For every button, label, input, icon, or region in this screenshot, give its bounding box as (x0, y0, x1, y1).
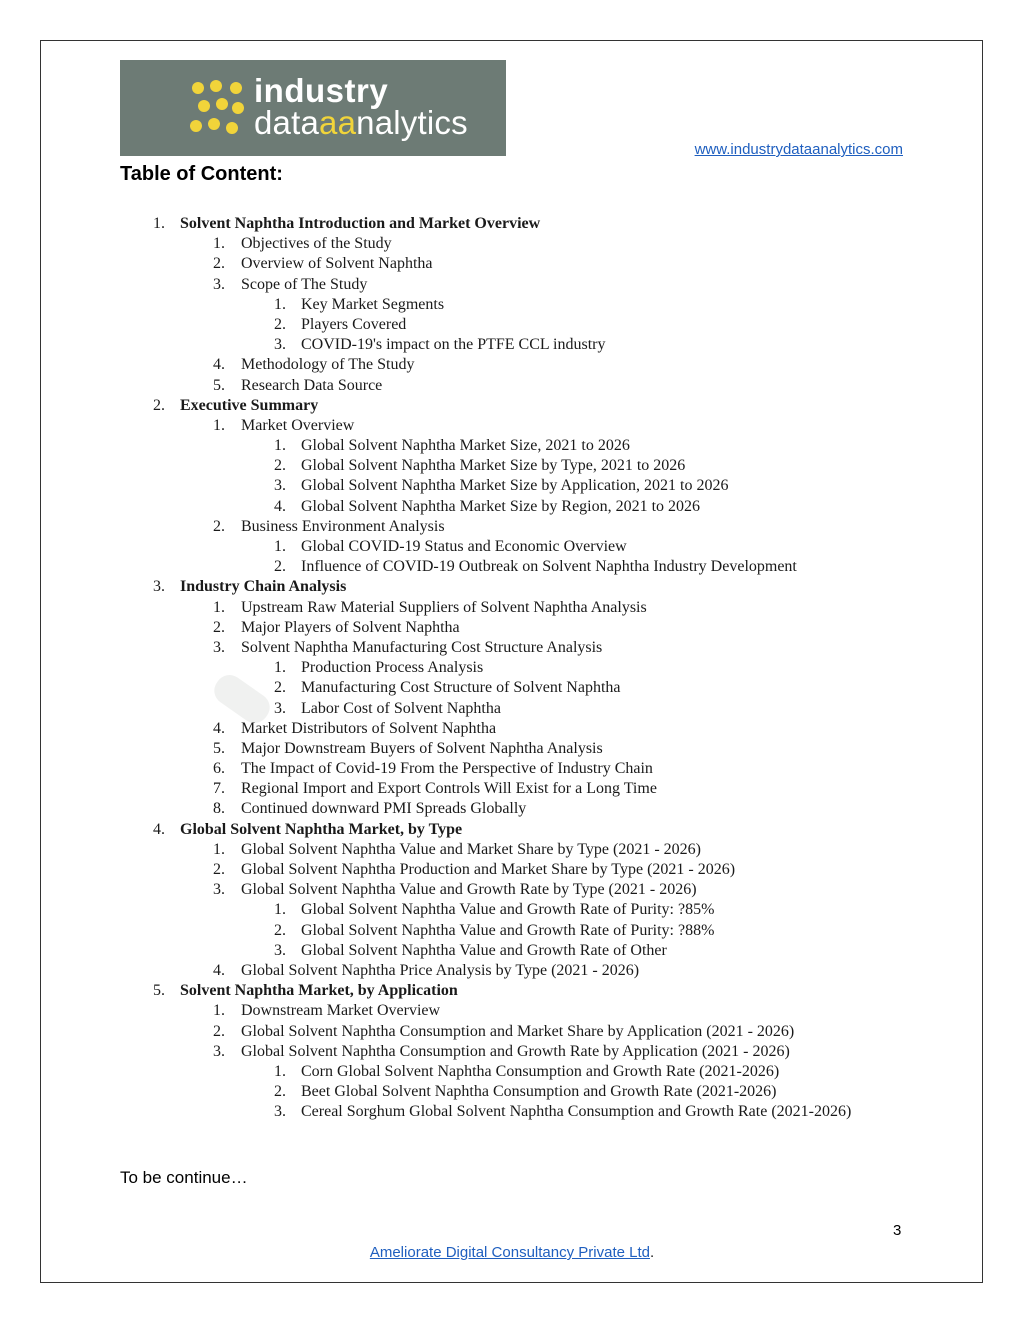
toc-item-number: 3. (274, 699, 286, 717)
toc-item-number: 6. (213, 760, 225, 778)
toc-item-number: 4. (274, 497, 286, 515)
toc-item-level3 (0, 557, 1024, 577)
toc-item-number: 2. (274, 457, 286, 475)
toc-item-text: Market Overview (241, 416, 355, 434)
toc-item-text: Regional Import and Export Controls Will Exist for a Long Time (241, 780, 657, 798)
toc-item-text: Solvent Naphtha Manufacturing Cost Structure Analysis (241, 638, 603, 656)
toc-item-text: Key Market Segments (301, 295, 445, 313)
toc-item-number: 5. (213, 739, 225, 757)
toc-item-text: Influence of COVID-19 Outbreak on Solvent Naphtha Industry Development (301, 558, 797, 576)
toc-item-level3 (0, 295, 1024, 315)
toc-item-text: Global COVID-19 Status and Economic Overview (301, 538, 627, 555)
logo-brand-line2: dataaanalytics (254, 104, 468, 141)
toc-item-text: Beet Global Solvent Naphtha Consumption and Growth Rate (2021-2026) (301, 1083, 777, 1101)
toc-item-text: COVID-19's impact on the PTFE CCL industry (301, 336, 606, 354)
toc-item-level2 (0, 739, 1024, 759)
toc-item-number: 3. (274, 1103, 286, 1121)
toc-item-text: Major Downstream Buyers of Solvent Naphtha Analysis (241, 739, 603, 757)
toc-item-number: 1. (274, 295, 286, 313)
toc-item-level3 (0, 900, 1024, 920)
toc-item-level2 (0, 779, 1024, 799)
footer-suffix: . (649, 1244, 655, 1261)
toc-item-level2 (0, 618, 1024, 638)
toc-item-level1 (0, 214, 1024, 234)
toc-item-number: 3. (274, 336, 286, 354)
toc-item-text: Global Solvent Naphtha Market Size by Type, 2021 to 2026 (301, 457, 686, 475)
toc-item-number: 1. (274, 437, 286, 455)
toc-item-level3 (0, 315, 1024, 335)
toc-item-number: 4. (213, 961, 225, 979)
toc-item-text: Cereal Sorghum Global Solvent Naphtha Consumption and Growth Rate (2021-2026) (301, 1103, 852, 1121)
toc-item-number: 5. (213, 376, 225, 394)
toc-item-level2 (0, 234, 1024, 254)
toc-item-level2 (0, 860, 1024, 880)
toc-item-number: 3. (153, 578, 165, 596)
toc-item-level2 (0, 638, 1024, 658)
toc-item-number: 4. (213, 356, 225, 374)
toc-item-number: 3. (274, 477, 286, 495)
toc-item-level2 (0, 355, 1024, 375)
toc-item-text: Global Solvent Naphtha Consumption and Growth Rate by Application (2021 - 2026) (241, 1042, 790, 1060)
toc-item-level1 (0, 981, 1024, 1001)
toc-item-number: 2. (274, 679, 286, 697)
toc-item-level3 (0, 1102, 1024, 1142)
toc-item-text: Market Distributors of Solvent Naphtha (241, 719, 497, 737)
toc-item-number: 7. (213, 780, 225, 798)
toc-item-number: 1. (213, 598, 225, 616)
toc-item-number: 1. (213, 1002, 225, 1020)
toc-item-number: 1. (213, 416, 225, 434)
toc-item-level2 (0, 1042, 1024, 1062)
toc-item-number: 1. (274, 538, 286, 555)
toc-item-level3 (0, 658, 1024, 678)
toc-item-number: 3. (274, 941, 286, 959)
toc-item-level2 (0, 598, 1024, 618)
toc-item-text: Global Solvent Naphtha Value and Growth Rate of Purity: ?88% (301, 921, 715, 939)
toc-item-level2 (0, 416, 1024, 436)
toc-item-level1 (0, 820, 1024, 840)
toc-item-level2 (0, 759, 1024, 779)
toc-item-level3 (0, 921, 1024, 941)
toc-item-number: 8. (213, 800, 225, 818)
toc-item-level2 (0, 376, 1024, 396)
toc-title: Table of Content: (120, 163, 283, 185)
toc-item-text: Downstream Market Overview (241, 1002, 441, 1020)
toc-item-level3 (0, 436, 1024, 456)
toc-item-number: 2. (274, 315, 286, 333)
toc-item-text: Labor Cost of Solvent Naphtha (301, 699, 501, 717)
toc-item-number: 2. (213, 255, 225, 273)
toc-item-number: 1. (274, 901, 286, 919)
toc-item-text: Major Players of Solvent Naphtha (241, 618, 460, 636)
toc-item-number: 5. (153, 982, 165, 1000)
toc-item-level3 (0, 537, 1024, 557)
footer-company-link[interactable]: Ameliorate Digital Consultancy Private Ltd (369, 1244, 650, 1261)
toc-item-text: Global Solvent Naphtha Value and Growth Rate by Type (2021 - 2026) (241, 881, 697, 899)
toc-item-text: Global Solvent Naphtha Market Size, 2021 to 2026 (301, 437, 630, 455)
toc-item-text: Upstream Raw Material Suppliers of Solvent Naphtha Analysis (241, 598, 647, 616)
toc-item-number: 2. (213, 618, 225, 636)
toc-item-text: Global Solvent Naphtha Value and Growth Rate of Other (301, 941, 667, 959)
toc-item-number: 1. (213, 840, 225, 858)
toc-item-text: Global Solvent Naphtha Value and Growth Rate of Purity: ?85% (301, 901, 715, 919)
toc-item-number: 2. (274, 921, 286, 939)
toc-item-number: 2. (213, 517, 225, 535)
toc-item-level2 (0, 275, 1024, 295)
toc-item-text: Solvent Naphtha Introduction and Market Overview (180, 215, 541, 232)
toc-item-level2 (0, 880, 1024, 900)
toc-item-level2 (0, 799, 1024, 819)
toc-item-level3 (0, 456, 1024, 476)
toc-item-number: 2. (213, 861, 225, 878)
toc-item-text: Global Solvent Naphtha Value and Market Share by Type (2021 - 2026) (241, 840, 701, 858)
toc-item-level2 (0, 1001, 1024, 1021)
toc-item-level1 (0, 396, 1024, 416)
toc-item-text: Scope of The Study (241, 275, 368, 293)
logo-brand-line1: industry (254, 72, 389, 109)
toc-item-text: Global Solvent Naphtha Market Size by Application, 2021 to 2026 (301, 477, 729, 495)
toc-item-text: Continued downward PMI Spreads Globally (241, 800, 527, 818)
toc-item-text: Research Data Source (241, 376, 383, 394)
toc-item-text: Industry Chain Analysis (180, 578, 347, 596)
footer (0, 1244, 1024, 1261)
toc-item-text: Global Solvent Naphtha Market, by Type (180, 820, 463, 838)
toc-item-level2 (0, 840, 1024, 860)
toc-item-level1 (0, 577, 1024, 597)
page-number: 3 (893, 1222, 902, 1239)
toc-item-level2 (0, 719, 1024, 739)
toc-item-text: Solvent Naphtha Market, by Application (180, 982, 458, 1000)
toc-item-level3 (0, 678, 1024, 698)
toc-item-text: Corn Global Solvent Naphtha Consumption and Growth Rate (2021-2026) (301, 1062, 780, 1080)
toc-item-number: 2. (213, 1022, 225, 1040)
toc-item-level2 (0, 254, 1024, 274)
toc-item-text: The Impact of Covid-19 From the Perspective of Industry Chain (241, 760, 653, 778)
toc-item-level3 (0, 1062, 1024, 1082)
toc-item-level3 (0, 1082, 1024, 1102)
toc-item-text: Global Solvent Naphtha Consumption and Market Share by Application (2021 - 2026) (241, 1022, 795, 1040)
toc-item-number: 1. (153, 215, 165, 232)
toc-item-text: Objectives of the Study (241, 235, 392, 253)
toc-item-number: 4. (213, 719, 225, 737)
toc-item-number: 4. (153, 820, 165, 838)
toc-item-level3 (0, 335, 1024, 355)
toc-item-number: 2. (274, 558, 286, 576)
toc-item-number: 1. (274, 659, 286, 677)
toc-item-text: Players Covered (301, 315, 407, 333)
toc-item-text: Production Process Analysis (301, 659, 484, 677)
toc-item-text: Methodology of The Study (241, 356, 415, 374)
toc-item-number: 2. (274, 1083, 286, 1101)
toc-item-number: 1. (213, 235, 225, 253)
toc-item-level2 (0, 961, 1024, 981)
toc-item-level3 (0, 476, 1024, 496)
continue-text: To be continue… (120, 1168, 248, 1187)
toc-item-text: Global Solvent Naphtha Production and Market Share by Type (2021 - 2026) (241, 861, 736, 878)
toc-item-number: 2. (153, 396, 165, 414)
toc-item-number: 3. (213, 1042, 225, 1060)
table-of-contents (0, 214, 1024, 1143)
toc-item-number: 3. (213, 275, 225, 293)
toc-item-text: Business Environment Analysis (241, 517, 445, 535)
toc-item-number: 3. (213, 638, 225, 656)
logo-dots-icon (190, 80, 246, 136)
toc-item-text: Executive Summary (180, 396, 319, 414)
company-logo (120, 60, 506, 156)
toc-item-text: Global Solvent Naphtha Market Size by Region, 2021 to 2026 (301, 497, 701, 515)
toc-item-text: Overview of Solvent Naphtha (241, 255, 433, 273)
toc-item-text: Manufacturing Cost Structure of Solvent Naphtha (301, 679, 621, 697)
website-link[interactable]: www.industrydataanalytics.com (694, 141, 903, 158)
toc-item-level2 (0, 517, 1024, 537)
toc-item-level3 (0, 497, 1024, 517)
toc-item-level2 (0, 1022, 1024, 1042)
toc-item-level3 (0, 699, 1024, 719)
toc-item-text: Global Solvent Naphtha Price Analysis by Type (2021 - 2026) (241, 961, 640, 979)
toc-item-number: 1. (274, 1062, 286, 1080)
toc-item-number: 3. (213, 881, 225, 899)
toc-item-level3 (0, 941, 1024, 961)
